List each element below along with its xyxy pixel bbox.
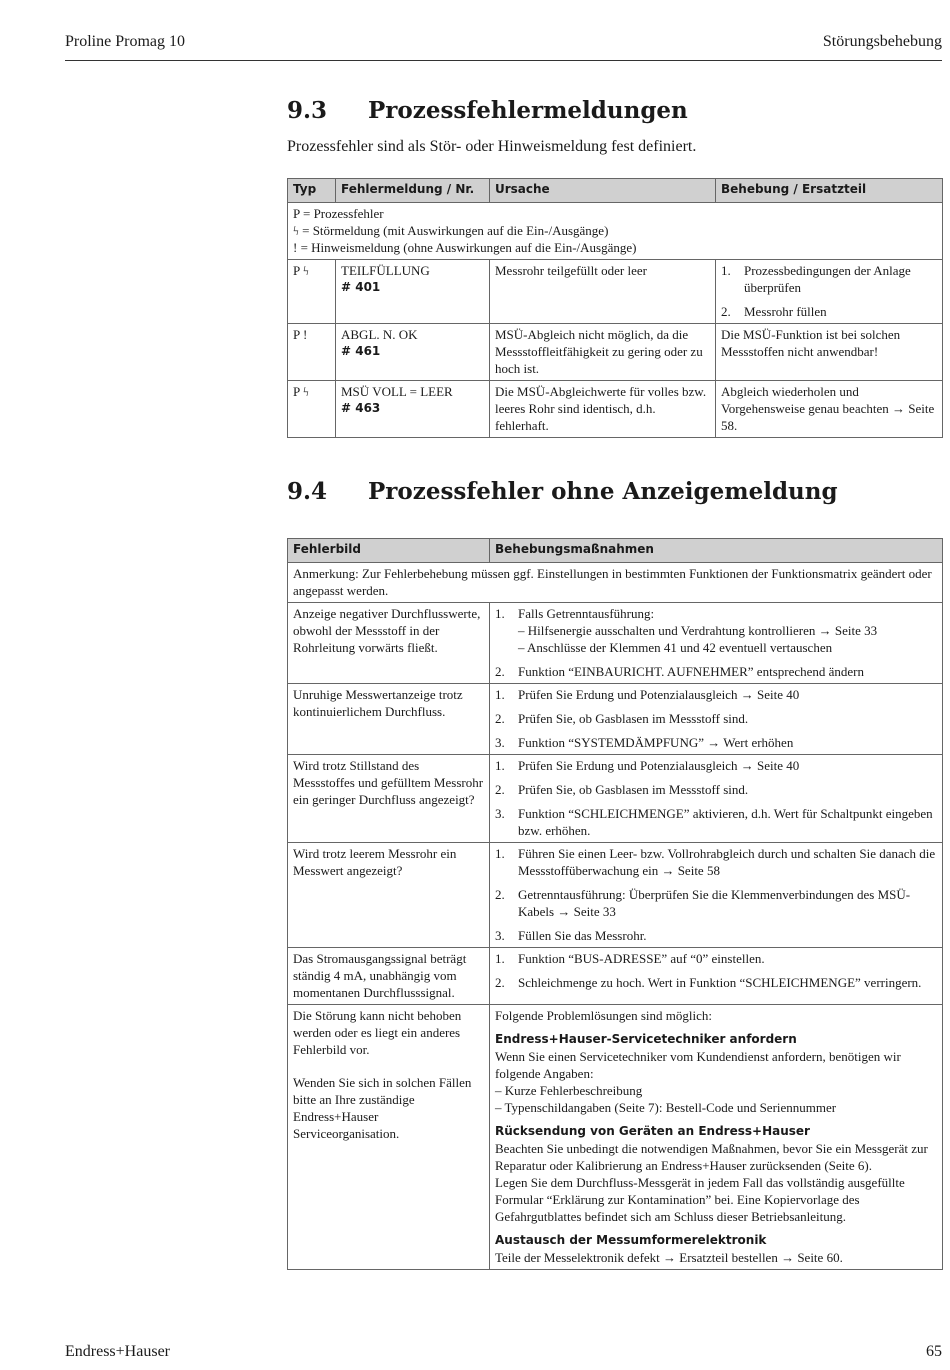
list-item: 1. Prüfen Sie Erdung und Potenzialausgleich → Seite 40 — [495, 758, 800, 773]
measures-cell — [490, 1005, 943, 1270]
symptom-cell: Das Stromausgangssignal beträgt ständig 4 mA, unabhängig vom momentanen Durchflusssignal. — [288, 948, 490, 1005]
measure-steps — [495, 845, 937, 944]
section-heading: Prozessfehler ohne Anzeigemeldung — [368, 478, 838, 505]
table-row — [288, 324, 943, 381]
step-text: Getrenntausführung: Überprüfen Sie die Klemmenverbindungen des MSÜ-Kabels → Seite 33 — [518, 887, 911, 919]
contamination-form-text: Legen Sie dem Durchfluss-Messgerät in jedem Fall das vollständig ausgefüllte Formular “Erklärung zur Kontamination” bei. Eine Kopiervorlage des Gefahrgutblattes befindet sich am Schluss dieser Betriebsanleitung. — [495, 1175, 905, 1224]
table-row — [288, 260, 943, 324]
electronics-exchange-text: Teile der Messelektronik defekt → Ersatzteil bestellen → Seite 60. — [495, 1250, 843, 1265]
col-header-symptom: Fehlerbild — [288, 539, 490, 563]
step-text: Funktion “SYSTEMDÄMPFUNG” → Wert erhöhen — [518, 735, 794, 750]
bullet-item: – Typenschildangaben (Seite 7): Bestell-Code und Seriennummer — [495, 1100, 837, 1115]
header-chapter: Störungsbehebung — [822, 33, 942, 50]
measure-steps — [495, 686, 937, 751]
step-text: Funktion “BUS-ADRESSE” auf “0” einstellen. — [518, 951, 765, 966]
symptom-text: Die Störung kann nicht behoben werden oder es liegt ein anderes Fehlerbild vor. — [293, 1008, 462, 1057]
symptom-cell: Wird trotz leerem Messrohr ein Messwert angezeigt? — [288, 843, 490, 948]
table-row — [288, 603, 943, 684]
message-cell — [336, 324, 490, 381]
measures-cell — [490, 603, 943, 684]
measure-steps — [495, 950, 937, 991]
typ-cell: P ϟ — [288, 260, 336, 324]
list-item: 1. Prüfen Sie Erdung und Potenzialausgleich → Seite 40 — [495, 687, 800, 702]
table-row — [288, 843, 943, 948]
table-row — [288, 381, 943, 438]
symptom-cell: Unruhige Messwertanzeige trotz kontinuierlichem Durchfluss. — [288, 684, 490, 755]
table-row — [288, 948, 943, 1005]
remedy-cell: Abgleich wiederholen und Vorgehensweise genau beachten → Seite 58. — [716, 381, 943, 438]
error-code: # 401 — [341, 280, 381, 294]
message-text: TEILFÜLLUNG — [341, 263, 430, 278]
list-item: 3. Füllen Sie das Messrohr. — [495, 928, 647, 943]
measure-steps — [495, 757, 937, 839]
symptom-cell — [288, 1005, 490, 1270]
list-item: 2. Getrenntausführung: Überprüfen Sie die Klemmenverbindungen des MSÜ-Kabels → Seite 33 — [495, 887, 911, 919]
legend-line: ϟ = Störmeldung (mit Auswirkungen auf die Ein-/Ausgänge) — [293, 223, 609, 238]
cause-cell: Messrohr teilgefüllt oder leer — [490, 260, 716, 324]
measure-steps — [495, 605, 937, 680]
section-93-title — [287, 97, 688, 124]
symptom-cell: Anzeige negativer Durchflusswerte, obwohl der Messstoff in der Rohrleitung vorwärts fließt. — [288, 603, 490, 684]
header-title: Proline Promag 10 — [65, 33, 185, 50]
step-subitem: – Anschlüsse der Klemmen 41 und 42 eventuell vertauschen — [518, 640, 833, 655]
note-cell: Anmerkung: Zur Fehlerbehebung müssen ggf. Einstellungen in bestimmten Funktionen der Funktionsmatrix geändert oder angepasst werden. — [288, 563, 943, 603]
typ-cell: P ! — [288, 324, 336, 381]
step-text: Messrohr füllen — [744, 304, 827, 319]
step-text: Prüfen Sie Erdung und Potenzialausgleich → Seite 40 — [518, 687, 800, 702]
legend-line: ! = Hinweismeldung (ohne Auswirkungen auf die Ein-/Ausgänge) — [293, 240, 637, 255]
cause-cell: MSÜ-Abgleich nicht möglich, da die Messstoffleitfähigkeit zu gering oder zu hoch ist. — [490, 324, 716, 381]
message-cell — [336, 260, 490, 324]
remedy-steps — [721, 262, 937, 320]
electronics-exchange-heading: Austausch der Messumformerelektronik — [495, 1233, 767, 1247]
step-subitem: – Hilfsenergie ausschalten und Verdrahtung kontrollieren → Seite 33 — [518, 623, 878, 638]
legend-cell — [288, 203, 943, 260]
section-number: 9.3 — [287, 97, 328, 124]
step-text: Prüfen Sie, ob Gasblasen im Messstoff sind. — [518, 711, 749, 726]
section-93-intro: Prozessfehler sind als Stör- oder Hinweismeldung fest definiert. — [287, 138, 697, 155]
measures-cell — [490, 684, 943, 755]
list-item: 3. Funktion “SYSTEMDÄMPFUNG” → Wert erhöhen — [495, 735, 794, 750]
col-header-typ: Typ — [288, 179, 336, 203]
typ-cell: P ϟ — [288, 381, 336, 438]
step-text: Prozessbedingungen der Anlage überprüfen — [744, 263, 911, 295]
table-header-row — [288, 539, 943, 563]
step-text: Prüfen Sie Erdung und Potenzialausgleich → Seite 40 — [518, 758, 800, 773]
message-cell — [336, 381, 490, 438]
process-error-no-display-table — [287, 538, 943, 1270]
list-item: 1. Falls Getrenntausführung: – Hilfsenergie ausschalten und Verdrahtung kontrollieren → Seite 33 – Anschlüsse der Klemmen 41 und 42 eventuell vertauschen — [495, 605, 937, 656]
return-devices-text: Beachten Sie unbedingt die notwendigen Maßnahmen, bevor Sie ein Messgerät zur Reparatur oder Kalibrierung an Endress+Hauser zurücksenden (Seite 6). — [495, 1141, 928, 1173]
cause-cell: Die MSÜ-Abgleichwerte für volles bzw. leeres Rohr sind identisch, d.h. fehlerhaft. — [490, 381, 716, 438]
table-row — [288, 1005, 943, 1270]
legend-line: P = Prozessfehler — [293, 206, 384, 221]
return-devices-heading: Rücksendung von Geräten an Endress+Hauser — [495, 1124, 810, 1138]
list-item: 2. Messrohr füllen — [721, 304, 827, 319]
page-number: 65 — [926, 1343, 942, 1360]
col-header-message: Fehlermeldung / Nr. — [336, 179, 490, 203]
measures-cell — [490, 843, 943, 948]
list-item: 1. Prozessbedingungen der Anlage überprüfen — [721, 263, 911, 295]
list-item: 2. Funktion “EINBAURICHT. AUFNEHMER” entsprechend ändern — [495, 664, 865, 679]
col-header-remedy: Behebung / Ersatzteil — [716, 179, 943, 203]
process-error-table — [287, 178, 943, 438]
list-item: 1. Funktion “BUS-ADRESSE” auf “0” einstellen. — [495, 951, 765, 966]
step-text: Schleichmenge zu hoch. Wert in Funktion “SCHLEICHMENGE” verringern. — [518, 975, 922, 990]
list-item: 3. Funktion “SCHLEICHMENGE” aktivieren, d.h. Wert für Schaltpunkt eingeben bzw. erhöhen. — [495, 806, 933, 838]
table-row — [288, 755, 943, 843]
measures-cell — [490, 755, 943, 843]
section-94-title — [287, 478, 838, 505]
symptom-cell: Wird trotz Stillstand des Messstoffes und gefülltem Messrohr ein geringer Durchfluss angezeigt? — [288, 755, 490, 843]
measures-cell — [490, 948, 943, 1005]
service-technician-text: Wenn Sie einen Servicetechniker vom Kundendienst anfordern, benötigen wir folgende Angaben: — [495, 1049, 901, 1081]
step-text: Funktion “SCHLEICHMENGE” aktivieren, d.h. Wert für Schaltpunkt eingeben bzw. erhöhen. — [518, 806, 933, 838]
section-heading: Prozessfehlermeldungen — [368, 97, 688, 124]
remedy-cell — [716, 260, 943, 324]
col-header-measures: Behebungsmaßnahmen — [490, 539, 943, 563]
step-text: Funktion “EINBAURICHT. AUFNEHMER” entsprechend ändern — [518, 664, 865, 679]
step-text: Füllen Sie das Messrohr. — [518, 928, 647, 943]
bullet-item: – Kurze Fehlerbeschreibung — [495, 1083, 643, 1098]
legend-row — [288, 203, 943, 260]
section-number: 9.4 — [287, 478, 328, 505]
message-text: ABGL. N. OK — [341, 327, 418, 342]
step-text: Falls Getrenntausführung: — [518, 606, 655, 621]
footer-company: Endress+Hauser — [65, 1343, 170, 1360]
note-row — [288, 563, 943, 603]
list-item: 2. Prüfen Sie, ob Gasblasen im Messstoff sind. — [495, 711, 749, 726]
service-technician-heading: Endress+Hauser-Servicetechniker anfordern — [495, 1032, 797, 1046]
list-item: 2. Prüfen Sie, ob Gasblasen im Messstoff sind. — [495, 782, 749, 797]
error-code: # 461 — [341, 344, 381, 358]
message-text: MSÜ VOLL = LEER — [341, 384, 453, 399]
col-header-cause: Ursache — [490, 179, 716, 203]
error-code: # 463 — [341, 401, 381, 415]
solutions-intro: Folgende Problemlösungen sind möglich: — [495, 1008, 713, 1023]
symptom-contact-text: Wenden Sie sich in solchen Fällen bitte an Ihre zuständige Endress+Hauser Serviceorganisation. — [293, 1075, 472, 1141]
list-item: 2. Schleichmenge zu hoch. Wert in Funktion “SCHLEICHMENGE” verringern. — [495, 975, 922, 990]
step-text: Führen Sie einen Leer- bzw. Vollrohrabgleich durch und schalten Sie danach die Messstoffüberwachung ein → Seite 58 — [518, 846, 936, 878]
step-text: Prüfen Sie, ob Gasblasen im Messstoff sind. — [518, 782, 749, 797]
list-item: 1. Führen Sie einen Leer- bzw. Vollrohrabgleich durch und schalten Sie danach die Messstoffüberwachung ein → Seite 58 — [495, 846, 936, 878]
remedy-cell: Die MSÜ-Funktion ist bei solchen Messstoffen nicht anwendbar! — [716, 324, 943, 381]
table-row — [288, 684, 943, 755]
table-header-row — [288, 179, 943, 203]
header-rule — [65, 60, 942, 61]
